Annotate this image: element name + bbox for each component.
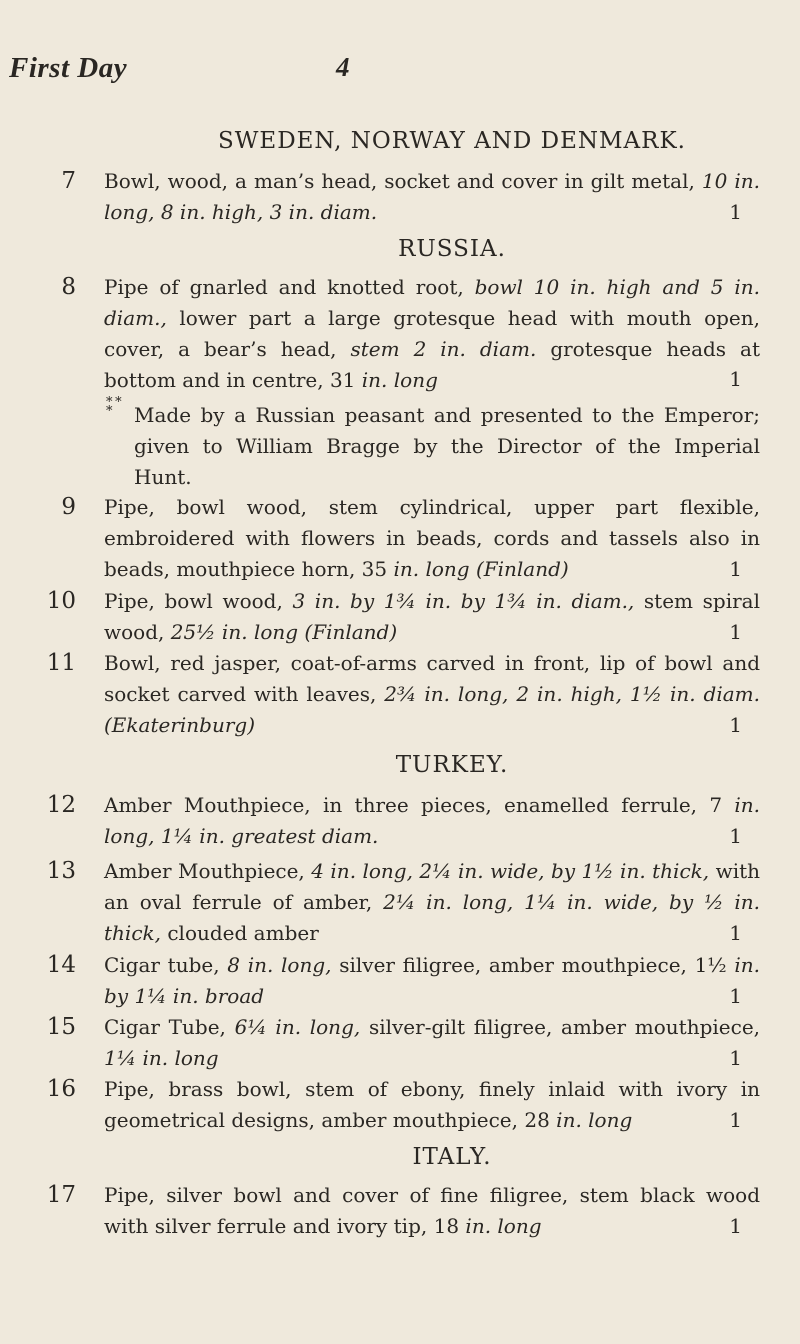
lot-17: [0, 1180, 800, 1260]
lot-number: 9: [61, 494, 76, 520]
lot-quantity: 1: [729, 984, 742, 1008]
lot-quantity: 1: [729, 824, 742, 848]
lot-quantity: 1: [729, 620, 742, 644]
lot-quantity: 1: [729, 557, 742, 581]
lot-description: Cigar Tube, 6¼ in. long, silver-gilt filigree, amber mouthpiece, 1¼ in. long: [104, 1015, 761, 1070]
lot-16: [0, 1074, 800, 1154]
lot-number: 15: [46, 1014, 76, 1040]
page-number: 4: [336, 52, 350, 82]
lot-number: 7: [61, 168, 76, 194]
lot-quantity: 1: [729, 200, 742, 224]
lot-description: Pipe, bowl wood, 3 in. by 1¾ in. by 1¾ in. diam., stem spiral wood, 25½ in. long (Finland): [104, 589, 760, 644]
running-head: First Day: [9, 52, 128, 84]
lot-quantity: 1: [729, 921, 742, 945]
section-heading-russia: RUSSIA.: [398, 236, 506, 262]
lot-8: [0, 272, 800, 392]
lot-9: [0, 492, 800, 581]
section-heading-sweden: SWEDEN, NORWAY AND DENMARK.: [218, 128, 686, 154]
section-heading-italy: ITALY.: [412, 1144, 492, 1170]
lot-number: 13: [46, 858, 76, 884]
lot-13: [0, 856, 800, 945]
lot-quantity: 1: [729, 713, 742, 737]
lot-number: 14: [46, 952, 76, 978]
lot-description: Pipe, bowl wood, stem cylindrical, upper part flexible, embroidered with flowers in beads, cords and tassels also in beads, mouthpiece horn, 35 in. long (Finland): [104, 495, 760, 581]
lot-8-note: Made by a Russian peasant and presented to the Emperor; given to William Bragge by the Director of the Imperial Hunt.: [134, 403, 760, 489]
asterism: * * *: [106, 395, 122, 419]
lot-number: 11: [46, 650, 76, 676]
lot-11: [0, 648, 800, 737]
lot-7: [0, 166, 800, 246]
lot-number: 17: [46, 1182, 76, 1208]
lot-quantity: 1: [729, 367, 742, 391]
lot-number: 10: [46, 588, 76, 614]
lot-description: Bowl, wood, a man’s head, socket and cover in gilt metal, 10 in. long, 8 in. high, 3 in. diam.: [104, 169, 760, 224]
lot-number: 12: [46, 792, 76, 818]
lot-quantity: 1: [729, 1214, 742, 1238]
lot-quantity: 1: [729, 1108, 742, 1132]
lot-number: 8: [61, 274, 76, 300]
lot-description: Pipe, brass bowl, stem of ebony, finely inlaid with ivory in geometrical designs, amber mouthpiece, 28 in. long: [104, 1077, 760, 1132]
lot-description: Pipe, silver bowl and cover of fine filigree, stem black wood with silver ferrule and ivory tip, 18 in. long: [104, 1183, 760, 1238]
lot-description: Amber Mouthpiece, 4 in. long, 2¼ in. wide, by 1½ in. thick, with an oval ferrule of amber, 2¼ in. long, 1¼ in. wide, by ½ in. thick, clouded amber: [104, 859, 761, 945]
lot-description: Amber Mouthpiece, in three pieces, enamelled ferrule, 7 in. long, 1¼ in. greatest diam.: [104, 793, 761, 848]
lot-quantity: 1: [729, 1046, 742, 1070]
lot-description: Bowl, red jasper, coat-of-arms carved in front, lip of bowl and socket carved with leaves, 2¾ in. long, 2 in. high, 1½ in. diam. (Ekaterinburg): [104, 651, 760, 737]
lot-number: 16: [46, 1076, 76, 1102]
lot-description: Cigar tube, 8 in. long, silver filigree, amber mouthpiece, 1½ in. by 1¼ in. broad: [104, 953, 761, 1008]
lot-description: Pipe of gnarled and knotted root, bowl 10 in. high and 5 in. diam., lower part a large grotesque head with mouth open, cover, a bear’s head, stem 2 in. diam. grotesque heads at bottom and in centre, 31 in. long: [104, 275, 761, 392]
section-heading-turkey: TURKEY.: [395, 752, 509, 778]
